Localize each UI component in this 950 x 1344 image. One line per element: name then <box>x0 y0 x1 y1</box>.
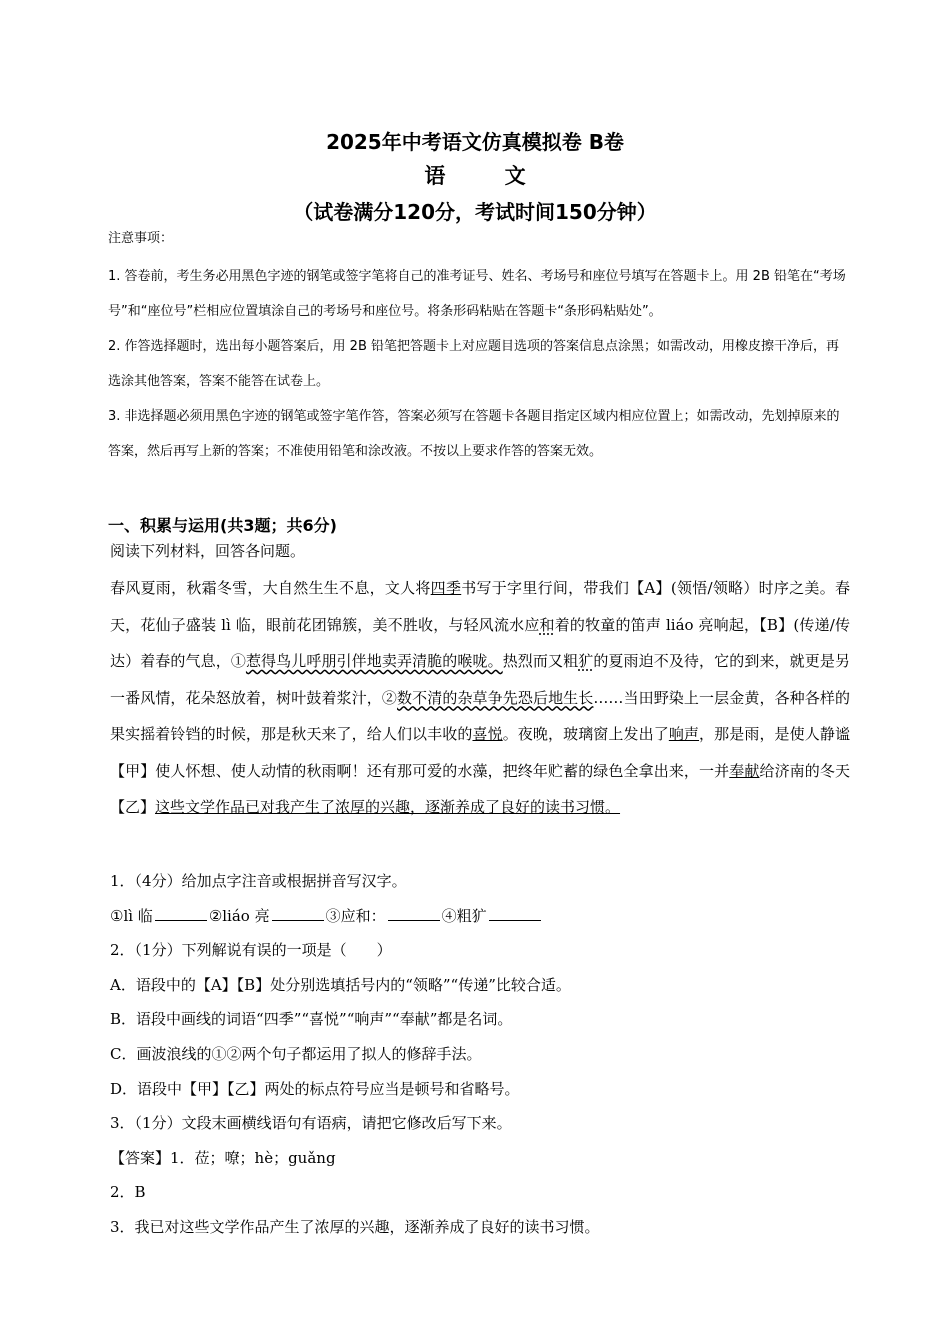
question-2-option-c: C．画波浪线的①②两个句子都运用了拟人的修辞手法。 <box>110 1044 482 1063</box>
answer-blank-1[interactable] <box>155 906 207 921</box>
question-2: 2．（1分）下列解说有误的一项是（ ） <box>110 941 392 960</box>
answer-blank-2[interactable] <box>272 906 324 921</box>
question-3: 3．（1分）文段末画横线语句有语病，请把它修改后写下来。 <box>110 1114 512 1133</box>
answer-line-1: 【答案】1．莅；嘹；hè；guǎng <box>110 1148 336 1167</box>
passage-paragraph <box>110 570 850 826</box>
notice-item-3: 3. 非选择题必须用黑色字迹的钢笔或签字笔作答，答案必须写在答题卡各题目指定区域内相应位置上；如需改动，先划掉原来的答案，然后再写上新的答案；不准使用铅笔和涂改液。不按以上要求作答的答案无效。 <box>108 409 840 459</box>
passage-text: 春风夏雨，秋霜冬雪，大自然生生不息，文人将 <box>110 579 431 597</box>
blank-label-1: ①lì 临 <box>110 906 153 925</box>
question-1-blanks <box>110 899 850 934</box>
exam-info: （试卷满分120分，考试时间150分钟） <box>293 200 657 224</box>
underlined-sentence-end: 这些文学作品已对我产生了浓厚的兴趣，逐渐养成了良好的读书习惯。 <box>155 798 621 816</box>
passage-text: ，那是雨，是使人静谧【甲】使人怀想、使人动情的秋雨啊！还有那可爱的水藻，把终年贮蓄的绿色全拿出来，一并 <box>110 725 850 780</box>
exam-title: 2025年中考语文仿真模拟卷 B卷 <box>326 130 624 154</box>
passage-text: ……当田野染上一层金黄，各种各样的果实摇着铃铛的时候，那是秋天来了，给人们以丰收的 <box>110 688 850 743</box>
notice-list <box>108 259 846 469</box>
answer-blank-3[interactable] <box>388 906 440 921</box>
answer-line-3: 3．我已对这些文学作品产生了浓厚的兴趣，逐渐养成了良好的读书习惯。 <box>110 1217 600 1236</box>
notice-heading: 注意事项： <box>108 231 174 246</box>
question-2-option-a: A．语段中的【A】【B】处分别选填括号内的“领略”“传递”比较合适。 <box>110 975 571 994</box>
dotted-char-he: 和 <box>539 615 555 634</box>
passage-text: 。夜晚，玻璃窗上发出了 <box>502 725 669 743</box>
underlined-word-xiangsheng: 响声 <box>668 725 700 743</box>
passage-text: 给济南的冬天【乙】 <box>110 761 850 816</box>
passage-text: 的夏雨迫不及待，它的到来，就更是另一番风情，花朵怒放着，树叶鼓着浆汁，② <box>110 652 850 707</box>
underlined-word-xiyue: 喜悦 <box>472 725 503 743</box>
answer-blank-4[interactable] <box>489 906 541 921</box>
underlined-word-siji: 四季 <box>430 579 462 597</box>
underlined-word-fengxian: 奉献 <box>729 761 760 780</box>
notice-item-2: 2. 作答选择题时，选出每小题答案后，用 2B 铅笔把答题卡上对应题目选项的答案信息点涂黑；如需改动，用橡皮擦干净后，再选涂其他答案，答案不能答在试卷上。 <box>108 339 839 389</box>
wavy-sentence-2: 数不清的杂草争先恐后地生长 <box>397 688 594 707</box>
question-2-option-b: B．语段中画线的词语“四季”“喜悦”“响声”“奉献”都是名词。 <box>110 1010 513 1029</box>
passage-text: 热烈而又粗 <box>502 652 579 670</box>
passage-text: 着的牧童的笛声 liáo 亮响起，【B】(传递/传达）着春的气息，① <box>110 615 850 670</box>
blank-label-2: ②liáo 亮 <box>208 906 270 925</box>
question-2-option-d: D．语段中【甲】【乙】两处的标点符号应当是顿号和省略号。 <box>110 1079 520 1098</box>
wavy-sentence-1: 惹得鸟儿呼朋引伴地卖弄清脆的喉咙。 <box>245 652 503 670</box>
passage-text: 书写于字里行间，带我们【A】(领悟/领略）时序之美。春天，花仙子盛装 lì 临，眼前花团锦簇，美不胜收，与轻风流水应 <box>110 579 850 634</box>
section-intro: 阅读下列材料，回答各问题。 <box>110 542 306 560</box>
reading-passage <box>110 570 850 826</box>
dotted-char-guang: 犷 <box>578 652 594 670</box>
blank-label-3: ③应和： <box>325 906 386 925</box>
section-heading: 一、积累与运用(共3题；共6分) <box>108 516 337 535</box>
answer-line-2: 2．B <box>110 1183 146 1202</box>
blank-label-4: ④粗犷 <box>441 906 487 925</box>
notice-item-1: 1. 答卷前，考生务必用黑色字迹的钢笔或签字笔将自己的准考证号、姓名、考场号和座位号填写在答题卡上。用 2B 铅笔在“考场号”和“座位号”栏相应位置填涂自己的考场号和座位号。将条形码粘贴在答题卡“条形码粘贴处”。 <box>108 269 846 319</box>
question-1: 1．（4分）给加点字注音或根据拼音写汉字。 <box>110 872 407 890</box>
exam-subject: 语 文 <box>424 164 552 188</box>
question-list <box>110 864 850 1245</box>
